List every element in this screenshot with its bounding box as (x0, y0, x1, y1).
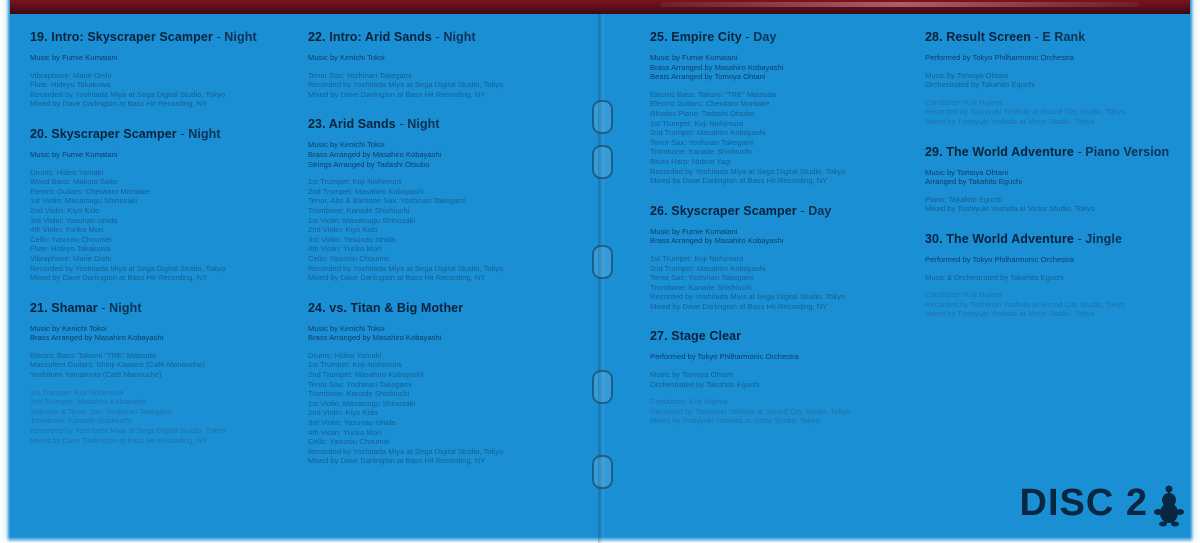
top-red-band (0, 0, 1200, 14)
track-subtitle: Jingle (1085, 231, 1123, 246)
track-number: 23. (308, 117, 326, 132)
credit-block: Music & Orchestrated by Takahito Eguchi (925, 272, 1064, 282)
track-subtitle: Day (808, 203, 832, 218)
credit-block: Conductor: Koji Hajima Recorded by Toshiyuki Yoshida at Sound City Studio, Tokyo Mixed by Toshiyuki Yoshida at Victor Studio, Tokyo (650, 397, 851, 426)
track-number: 24. (308, 300, 326, 315)
track-title (308, 117, 558, 131)
track-title-separator: - (180, 126, 185, 141)
track-title (308, 301, 558, 315)
track-column-2 (308, 30, 558, 484)
left-page-edge (0, 0, 10, 543)
track-title (650, 204, 905, 218)
mascot-icon (1152, 483, 1186, 527)
track-number: 28. (925, 30, 943, 44)
track-title (308, 30, 558, 44)
track-subtitle: Day (753, 30, 777, 44)
track-title (650, 329, 905, 343)
credit-block: Vibraphone: Marie Oishi Flute: Hideyu Takakuwa Recorded by Yoshitada Miya at Sega Digital Studio, Tokyo Mixed by Dave Darlington at Bass Hit Recording, NY (30, 70, 226, 109)
track-title-separator: - (216, 30, 221, 44)
credit-block: Performed by Tokyo Philharmonic Orchestra (925, 254, 1074, 264)
track-name: Empire City (671, 30, 742, 44)
track-title (925, 232, 1175, 246)
track-name: Intro: Arid Sands (329, 30, 432, 44)
credit-block: Music by Tomoya Ohtani Orchestrated by Takahito Eguchi (925, 70, 1035, 90)
binding-ring (592, 370, 613, 404)
credit-block: Music by Fumie Kumatani Brass Arranged by Masahiro Kobayashi Beats Arranged by Tomoya Ohtani (650, 53, 784, 82)
track-number: 30. (925, 231, 943, 246)
track-entry (925, 30, 1175, 127)
track-number: 22. (308, 30, 326, 44)
track-number: 27. (650, 329, 668, 344)
track-title (30, 127, 280, 141)
track-name: vs. Titan & Big Mother (329, 300, 464, 315)
track-column-4 (925, 30, 1175, 337)
track-subtitle: Night (224, 30, 257, 44)
track-title (30, 301, 280, 315)
credit-block: 1st Trumpet: Koji Nishimura 2nd Trumpet: Masahiro Kobayashi Tenor Sax: Yoshinari Takegami Trombone: Kanade Shishiuchi Recorded by Yoshitada Miya at Sega Digital Studio, Tokyo Mixed by Dave Darlington at Bass Hit Recording, NY (650, 253, 846, 311)
track-number: 20. (30, 126, 48, 141)
track-name: Arid Sands (328, 117, 396, 132)
track-subtitle: Piano Version (1085, 144, 1170, 159)
credit-block: Piano: Takahito Eguchi Mixed by Toshiyuki Yoshida at Victor Studio, Tokyo (925, 194, 1095, 214)
track-title (30, 30, 280, 44)
track-number: 25. (650, 30, 668, 44)
credit-block: Drums: Hideo Yamaki 1st Trumpet: Koji Nishimura 2nd Trumpet: Masahiro Kobayashi Tenor Sax: Yoshinari Takegami Trombone: Kanade Shishiuchi 1st Violin: Masatsugu Shinozaki 2nd Violin: Kiyo Kido 3rd Violin: Yasunao Ishida 4th Violin: Yuriko Mori Cello: Yasurou Choumei Recorded by Yoshitada Miya at Sega Digital Studio, Tokyo Mixed by Dave Darlington at Bass Hit Recording, NY (308, 350, 504, 466)
track-number: 21. (30, 300, 48, 315)
track-subtitle: Night (188, 126, 221, 141)
credit-block: Conductor: Koji Hajima Recorded by Toshiyuki Yoshida at Sound City Studio, Tokyo Mixed by Toshiyuki Yoshida at Victor Studio, Tokyo (925, 290, 1126, 319)
track-subtitle: Night (109, 300, 142, 315)
track-title-separator: - (1077, 144, 1082, 159)
track-number: 29. (925, 144, 943, 159)
track-entry (30, 301, 280, 446)
track-subtitle: E Rank (1042, 30, 1086, 44)
track-name: The World Adventure (946, 144, 1074, 159)
track-title (925, 145, 1175, 159)
track-name: Shamar (51, 300, 98, 315)
track-entry (650, 204, 905, 312)
track-title-separator: - (399, 117, 404, 132)
binding-ring (592, 455, 613, 489)
track-title (650, 30, 905, 44)
credit-block: Music by Tomoya Ohtani Arranged by Takahito Eguchi (925, 167, 1022, 187)
track-subtitle: Night (443, 30, 476, 44)
credit-block: 1st Trumpet: Koji Nishimura 2nd Trumpet: Masahiro Kobayashi Tenor, Alto & Baritone Sax: Yoshinari Takegami Trombone: Kanade Shishiuchi 1st Violin: Masatsugu Shinozaki 2nd Violin: Kiyo Kido 3rd Violin: Yasunao Ishida 4th Violin: Yuriko Mori Cello: Yasurou Choumei Recorded by Yoshitada Miya at Sega Digital Studio, Tokyo Mixed by Dave Darlington at Bass Hit Recording, NY (308, 177, 504, 283)
track-entry (650, 30, 905, 186)
credit-block: Tenor Sax: Yoshinari Takegami Recorded by Yoshitada Miya at Sega Digital Studio, Tokyo Mixed by Dave Darlington at Bass Hit Recording, NY (308, 70, 504, 99)
credit-block: Music by Fumie Kumatani (30, 53, 118, 62)
credit-block: Music by Tomoya Ohtani Orchestrated by Takahito Eguchi (650, 370, 760, 389)
credit-block: Electric Bass: Takumi "TRE" Matsuda Electric Guitars: Chewtaro Moritake Rhodes Piano: Tadashi Otsubo 1st Trumpet: Koji Nishimura 2nd Trumpet: Masahiro Kobayashi Tenor Sax: Yoshinari Takegami Trombone: Kanade Shishiuchi Blues Harp: Nobuo Yagi Recorded by Yoshitada Miya at Sega Digital Studio, Tokyo Mixed by Dave Darlington at Bass Hit Recording, NY (650, 89, 846, 186)
track-entry (308, 117, 558, 282)
credit-block: Conductor: Koji Hajima Recorded by Toshiyuki Yoshida at Sound City Studio, Tokyo Mixed by Toshiyuki Yoshida at Victor Studio, Tokyo (925, 97, 1126, 126)
credit-block: Electric Bass: Takumi "TRE" Matsuda Maccaferri Guitars: Shinji Kawase (Café Manouche) Yoshifumi Yamamoto (Café Manouche) (30, 350, 205, 380)
track-number: 19. (30, 30, 48, 44)
credit-block: Performed by Tokyo Philharmonic Orchestra (925, 53, 1074, 62)
track-title (925, 30, 1175, 44)
track-entry (308, 301, 558, 466)
credit-block: Music by Kenichi Tokoi Brass Arranged by Masahiro Kobayashi (308, 323, 442, 343)
track-title-separator: - (1077, 231, 1082, 246)
track-subtitle: Night (407, 117, 440, 132)
credit-block: Music by Kenichi Tokoi (308, 53, 385, 62)
credit-block: Music by Kenichi Tokoi Brass Arranged by Masahiro Kobayashi Strings Arranged by Tadashi Otsubo (308, 140, 442, 169)
credit-block: Music by Kenichi Tokoi Brass Arranged by Masahiro Kobayashi (30, 323, 164, 343)
track-entry (925, 232, 1175, 319)
credit-block: Drums: Hideo Yamaki Wood Bass: Makoto Saito Electric Guitars: Chewtaro Moritake 1st Violin: Masatsugu Shinozaki 2nd Violin: Kiyo Kido 3rd Violin: Yasunao Ishida 4th Violin: Yuriko Mori Cello: Yasurou Choumei Flute: Hideyo Takakuwa Vibraphone: Marie Oishi Recorded by Yoshitada Miya at Sega Digital Studio, Tokyo Mixed by Dave Darlington at Bass Hit Recording, NY (30, 167, 226, 283)
track-column-1 (30, 30, 280, 463)
credit-block: Performed by Tokyo Philharmonic Orchestra (650, 352, 799, 362)
credit-block: Music by Fumie Kumatani (30, 149, 118, 159)
track-name: Intro: Skyscraper Scamper (51, 30, 213, 44)
track-entry (308, 30, 558, 99)
track-name: The World Adventure (946, 231, 1074, 246)
track-title-separator: - (745, 30, 750, 44)
track-column-3 (650, 30, 905, 444)
credit-block: 1st Trumpet: Koji Nishimura 2nd Trumpet: Masahiro Kobayashi Soprano & Tenor Sax: Yoshinari Takegami Trombone: Kanade Shishiuchi Recorded by Yoshitada Miya at Sega Digital Studio, Tokyo Mixed by Dave Darlington at Bass Hit Recording, NY (30, 387, 226, 445)
track-name: Result Screen (946, 30, 1031, 44)
track-number: 26. (650, 203, 668, 218)
track-title-separator: - (800, 203, 805, 218)
track-title-separator: - (1034, 30, 1039, 44)
band-highlight (660, 2, 1140, 7)
track-name: Stage Clear (671, 329, 742, 344)
binding-ring (592, 145, 613, 179)
disc-label: DISC 2 (1019, 482, 1148, 524)
track-entry (30, 127, 280, 283)
credit-block: Music by Fumie Kumatani Brass Arranged by Masahiro Kobayashi (650, 226, 784, 246)
track-title-separator: - (435, 30, 440, 44)
track-entry (925, 145, 1175, 214)
track-entry (30, 30, 280, 109)
track-title-separator: - (101, 300, 106, 315)
right-page-edge (1190, 0, 1200, 543)
binding-ring (592, 245, 613, 279)
binding-ring (592, 100, 613, 134)
track-name: Skyscraper Scamper (51, 126, 177, 141)
track-name: Skyscraper Scamper (671, 203, 797, 218)
track-entry (650, 329, 905, 426)
